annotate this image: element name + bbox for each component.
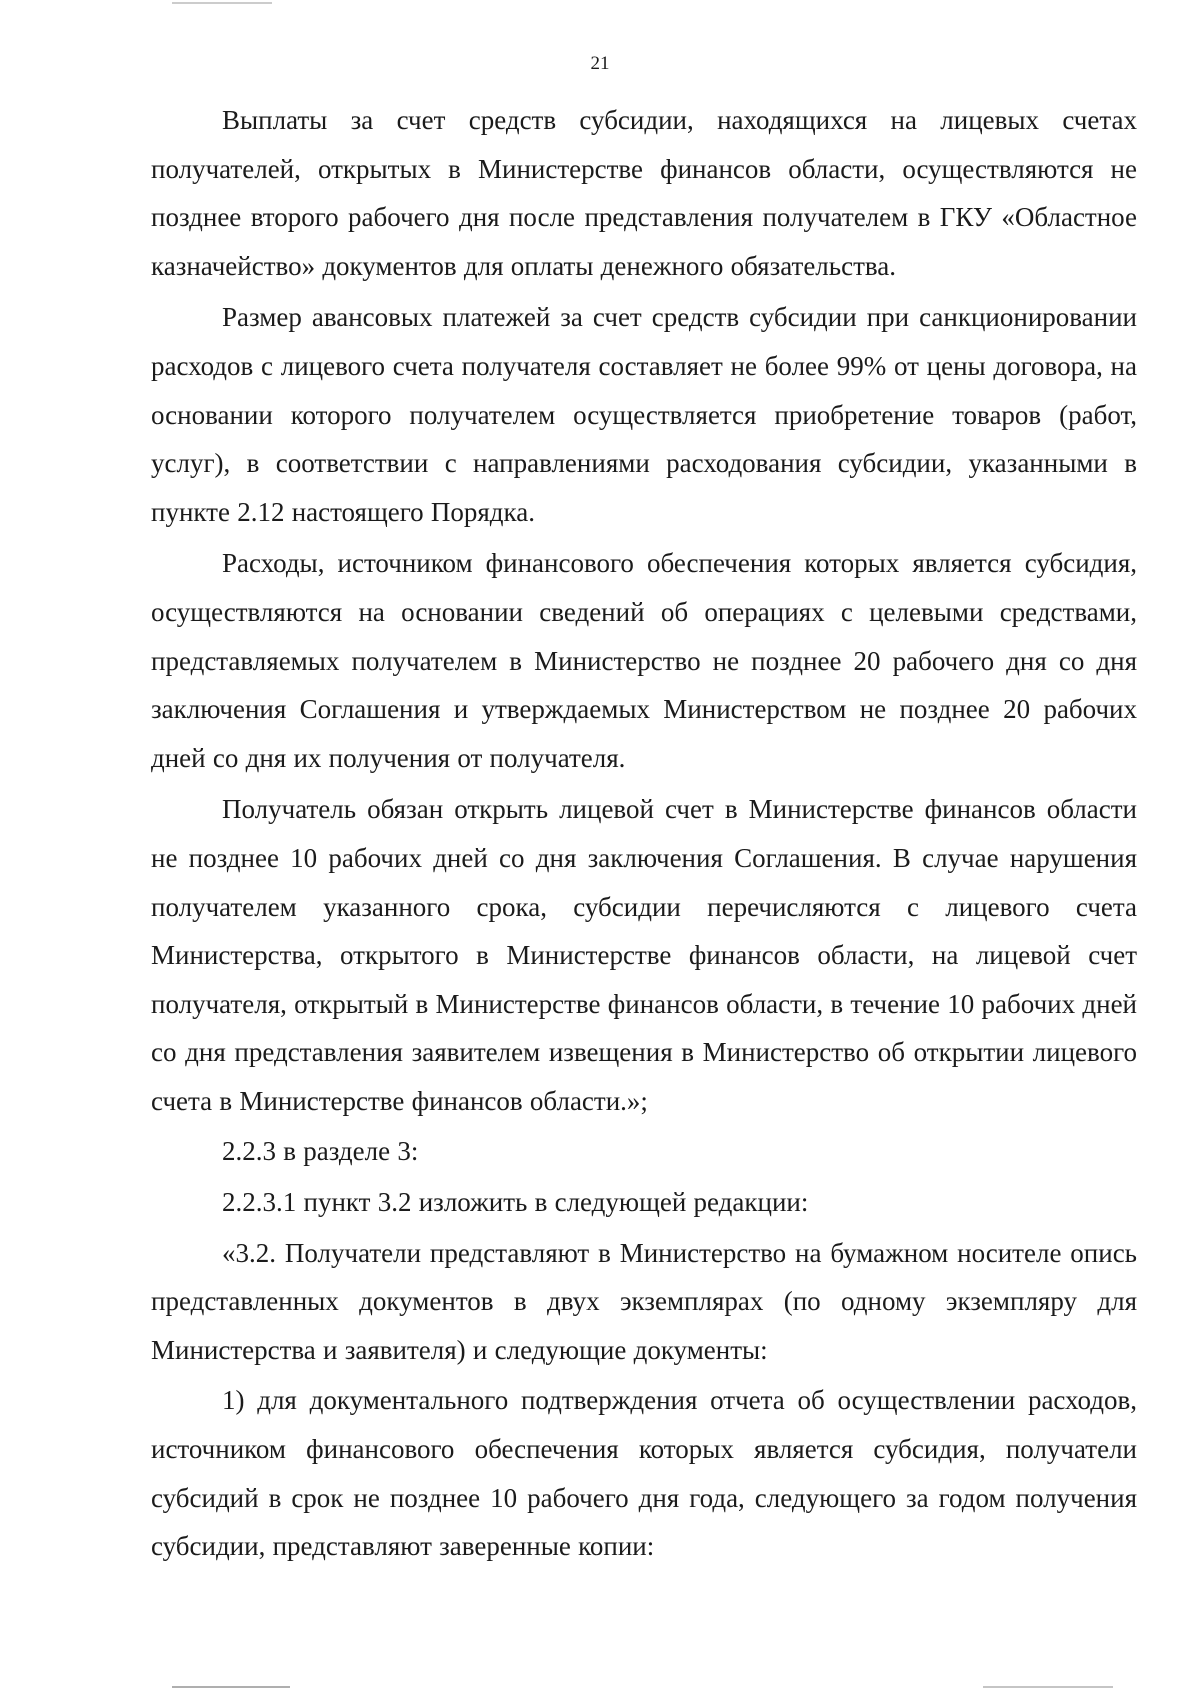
paragraph: 2.2.3.1 пункт 3.2 изложить в следующей редакции:	[222, 1187, 809, 1218]
page-number: 21	[590, 53, 610, 74]
document-body	[151, 96, 1137, 1571]
scan-artifact	[172, 1686, 290, 1688]
paragraph: Получатель обязан открыть лицевой счет в Министерстве финансов области не позднее 10 рабочих дней со дня заключения Соглашения. В случае нарушения получателем указанного срока, субсидии перечисляются с лицевого счета Министерства, открытого в Министерстве финансов области, на лицевой счет получателя, открытый в Министерстве финансов области, в течение 10 рабочих дней со дня представления заявителем извещения в Министерство об открытии лицевого счета в Министерстве финансов области.»;	[151, 794, 1137, 1116]
paragraph: Размер авансовых платежей за счет средств субсидии при санкционировании расходов с лицевого счета получателя составляет не более 99% от цены договора, на основании которого получателем осуществляется приобретение товаров (работ, услуг), в соответствии с направлениями расходования субсидии, указанными в пункте 2.12 настоящего Порядка.	[151, 302, 1137, 527]
paragraph: 1) для документального подтверждения отчета об осуществлении расходов, источником финансового обеспечения которых является субсидия, получатели субсидий в срок не позднее 10 рабочего дня года, следующего за годом получения субсидии, представляют заверенные копии:	[151, 1385, 1137, 1562]
paragraph: 2.2.3 в разделе 3:	[222, 1136, 419, 1167]
paragraph: Расходы, источником финансового обеспечения которых является субсидия, осуществляются на основании сведений об операциях с целевыми средствами, представляемых получателем в Министерство не позднее 20 рабочего дня со дня заключения Соглашения и утверждаемых Министерством не позднее 20 рабочих дней со дня их получения от получателя.	[151, 548, 1137, 773]
scan-artifact	[983, 1686, 1113, 1688]
scan-artifact	[172, 2, 272, 4]
paragraph: Выплаты за счет средств субсидии, находящихся на лицевых счетах получателей, открытых в Министерстве финансов области, осуществляются не позднее второго рабочего дня после представления получателем в ГКУ «Областное казначейство» документов для оплаты денежного обязательства.	[151, 105, 1137, 281]
paragraph: «3.2. Получатели представляют в Министерство на бумажном носителе опись представленных документов в двух экземплярах (по одному экземпляру для Министерства и заявителя) и следующие документы:	[151, 1237, 1137, 1365]
